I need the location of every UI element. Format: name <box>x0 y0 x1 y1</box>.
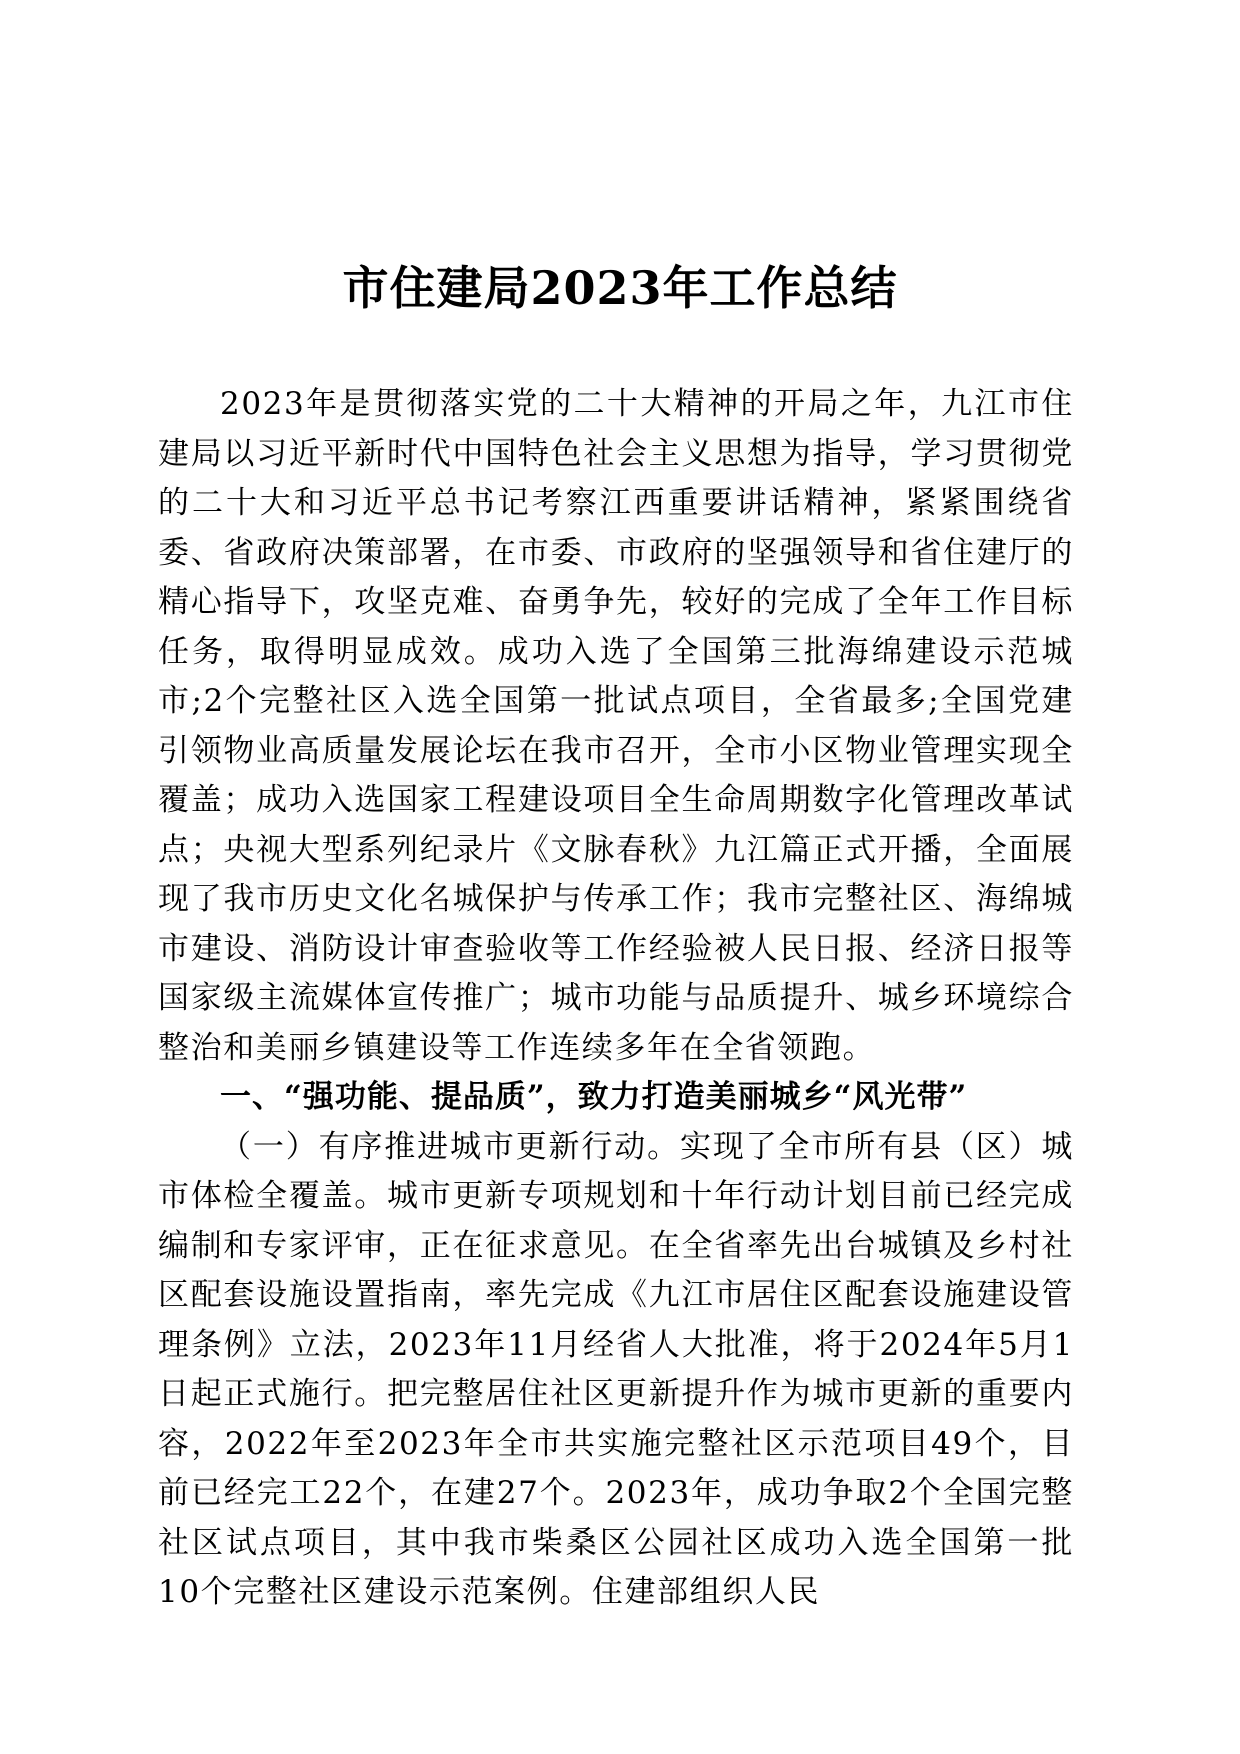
section-1-1-paragraph: （一）有序推进城市更新行动。实现了全市所有县（区）城市体检全覆盖。城市更新专项规划和十年行动计划目前已经完成编制和专家评审，正在征求意见。在全省率先出台城镇及乡村社区配套设施设置指南，率先完成《九江市居住区配套设施建设管理条例》立法，2023年11月经省人大批准，将于2024年5月1日起正式施行。把完整居住社区更新提升作为城市更新的重要内容，2022年至2023年全市共实施完整社区示范项目49个，目前已经完工22个，在建27个。2023年，成功争取2个全国完整社区试点项目，其中我市柴桑区公园社区成功入选全国第一批10个完整社区建设示范案例。住建部组织人民 <box>158 1128 1074 1610</box>
document-body <box>158 380 1074 1618</box>
intro-paragraph: 2023年是贯彻落实党的二十大精神的开局之年，九江市住建局以习近平新时代中国特色社会主义思想为指导，学习贯彻党的二十大和习近平总书记考察江西重要讲话精神，紧紧围绕省委、省政府决策部署，在市委、市政府的坚强领导和省住建厅的精心指导下，攻坚克难、奋勇争先，较好的完成了全年工作目标任务，取得明显成效。成功入选了全国第三批海绵建设示范城市;2个完整社区入选全国第一批试点项目，全省最多;全国党建引领物业高质量发展论坛在我市召开，全市小区物业管理实现全覆盖；成功入选国家工程建设项目全生命周期数字化管理改革试点；央视大型系列纪录片《文脉春秋》九江篇正式开播，全面展现了我市历史文化名城保护与传承工作；我市完整社区、海绵城市建设、消防设计审查验收等工作经验被人民日报、经济日报等国家级主流媒体宣传推广；城市功能与品质提升、城乡环境综合整治和美丽乡镇建设等工作连续多年在全省领跑。 <box>158 386 1074 1066</box>
document-title: 市住建局2023年工作总结 <box>342 261 898 315</box>
section-heading-1: 一、“强功能、提品质”，致力打造美丽城乡“风光带” <box>220 1079 968 1115</box>
